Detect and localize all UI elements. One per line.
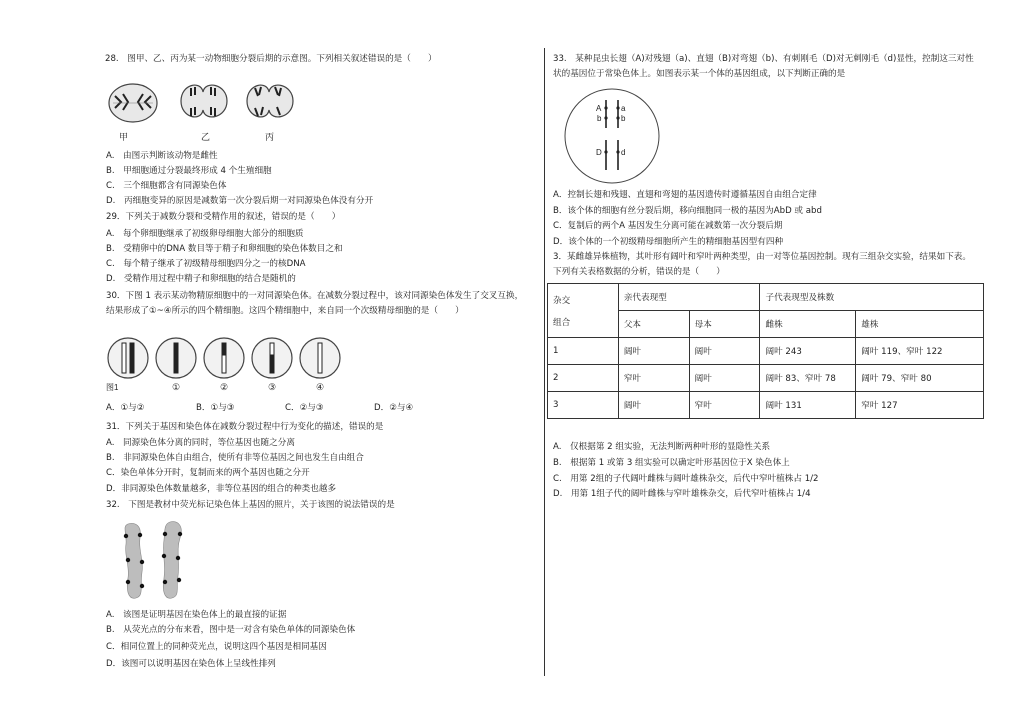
row-father: 阔叶 [618,392,689,419]
q30-option-d: D．②与④ [374,403,414,413]
table-row [548,338,984,365]
q30-option-a: A．①与② [106,403,145,413]
row-mother: 窄叶 [689,392,760,419]
q33-option-a: A．控制长翅和残翅、直翅和弯翅的基因遗传时遵循基因自由组合定律 [553,190,817,200]
cell-yi [181,85,227,117]
q30-label-4: ④ [316,382,325,392]
q34-option-b: B. 根据第 1 或第 3 组实验可以确定叶形基因位于X 染色体上 [553,458,790,468]
q28-option-b: B. 甲细胞通过分裂最终形成 4 个生殖细胞 [106,166,272,176]
q31-stem: 31．下列关于基因和染色体在减数分裂过程中行为变化的描述，错误的是 [106,422,384,432]
row-id: 1 [548,338,619,365]
row-male: 窄叶 127 [856,392,984,419]
row-female: 阔叶 243 [760,338,856,365]
q28-cell-figures [105,76,305,144]
gene-label-a: a [621,104,626,113]
q30-stem-line1: 30．下图 1 表示某动物精原细胞中的一对同源染色体。在减数分裂过程中，该对同源染色体发生了交叉互换， [106,291,524,301]
table-header-female: 雌株 [760,311,856,338]
q34-option-a: A. 仅根据第 2 组实验，无法判断两种叶形的显隐性关系 [553,442,771,452]
q28-option-a: A. 由图示判断该动物是雌性 [106,151,218,161]
row-id: 2 [548,365,619,392]
q31-option-d: D．非同源染色体数量越多，非等位基因的组合的种类也越多 [106,484,337,494]
q29-option-d: D. 受精作用过程中精子和卵细胞的结合是随机的 [106,274,296,284]
q30-option-b: B．①与③ [196,403,235,413]
row-female: 阔叶 131 [760,392,856,419]
q31-option-a: A. 同源染色体分离的同时，等位基因也随之分离 [106,438,295,448]
q32-option-a: A. 该图是证明基因在染色体上的最直接的证据 [106,610,287,620]
row-male: 阔叶 79、窄叶 80 [856,365,984,392]
cell-jia [109,84,157,122]
table-header-father: 父本 [618,311,689,338]
table-header-offspring: 子代表现型及株数 [760,284,984,311]
q30-label-3: ③ [268,382,277,392]
q32-stem: 32. 下图是教材中荧光标记染色体上基因的照片，关于该图的说法错误的是 [106,500,395,510]
q30-label-1: ① [172,382,181,392]
q34-stem-line2: 下列有关表格数据的分析，错误的是（ ） [553,267,725,277]
q30-label-2: ② [220,382,229,392]
row-mother: 阔叶 [689,338,760,365]
q32-option-b: B. 从荧光点的分布来看，图中是一对含有染色单体的同源染色体 [106,625,356,635]
q34-stem-line1: 3．某雌雄异株植物，其叶形有阔叶和窄叶两种类型，由一对等位基因控制。现有三组杂交实验，结果如下表。 [553,252,971,262]
q30-label-fig1: 图1 [106,383,119,392]
table-row [548,365,984,392]
q28-option-d: D. 丙细胞变异的原因是减数第一次分裂后期一对同源染色体没有分开 [106,196,374,206]
q29-option-b: B. 受精卵中的DNA 数目等于精子和卵细胞的染色体数目之和 [106,244,343,254]
q29-option-a: A. 每个卵细胞继承了初级卵母细胞大部分的细胞质 [106,229,304,239]
gene-label-d: d [621,148,626,157]
table-header-cross: 杂交 组合 [548,284,619,338]
gene-label-b-left: b [597,114,602,123]
row-female: 阔叶 83、窄叶 78 [760,365,856,392]
q30-stem-line2: 结果形成了①~④所示的四个精细胞。这四个精细胞中，来自同一个次级精母细胞的是（ ） [106,306,464,316]
row-father: 阔叶 [618,338,689,365]
row-id: 3 [548,392,619,419]
q30-chromosome-figures [106,334,351,392]
q33-stem-line2: 状的基因位于常染色体上。如图表示某一个体的基因组成，以下判断正确的是 [553,69,846,79]
q32-fluorescent-chromosome-photo [118,520,198,600]
column-divider [544,48,545,676]
q29-stem: 29．下列关于减数分裂和受精作用的叙述，错误的是（ ） [106,212,341,222]
q31-option-b: B. 非同源染色体自由组合，使所有非等位基因之间也发生自由组合 [106,453,364,463]
table-header-mother: 母本 [689,311,760,338]
q28-label-bing: 丙 [265,132,275,142]
q33-option-d: D．该个体的一个初级精母细胞所产生的精细胞基因型有四种 [553,237,784,247]
q28-option-c: C. 三个细胞都含有同源染色体 [106,181,227,191]
q33-stem-line1: 33. 某种昆虫长翅（A)对残翅（a)、直翅（B)对弯翅（b)、有刺刚毛（D)对无刺刚毛（d)显性，控制这三对性 [553,54,974,64]
table-header-parent: 亲代表现型 [618,284,760,311]
cell-outline [565,89,659,183]
table-header-male: 雄株 [856,311,984,338]
q33-option-b: B．该个体的细胞有丝分裂后期，移向细胞同一极的基因为AbD 或 abd [553,206,822,216]
row-mother: 阔叶 [689,365,760,392]
row-male: 阔叶 119、窄叶 122 [856,338,984,365]
gene-label-b-right: b [621,114,626,123]
cell-bing [247,85,293,117]
q29-option-c: C. 每个精子继承了初级精母细胞四分之一的核DNA [106,259,306,269]
q32-option-d: D．该图可以说明基因在染色体上呈线性排列 [106,659,276,669]
row-father: 窄叶 [618,365,689,392]
q33-gene-diagram [562,86,662,186]
q28-label-yi: 乙 [201,132,211,142]
gene-label-D: D [596,148,602,157]
q34-option-d: D. 用第 1组子代的阔叶雌株与窄叶雄株杂交，后代窄叶植株占 1/4 [553,489,811,499]
q28-stem: 28. 图甲、乙、丙为某一动物细胞分裂后期的示意图。下列相关叙述错误的是（ ） [105,54,437,64]
gene-label-A: A [596,104,602,113]
table-row [548,392,984,419]
q30-option-c: C．②与③ [285,403,324,413]
q34-option-c: C. 用第 2组的子代阔叶雌株与阔叶雄株杂交，后代中窄叶植株占 1/2 [553,474,819,484]
q33-option-c: C．复制后的两个A 基因发生分离可能在减数第一次分裂后期 [553,221,783,231]
q32-option-c: C．相同位置上的同种荧光点，说明这四个基因是相同基因 [106,642,327,652]
q31-option-c: C．染色单体分开时，复制而来的两个基因也随之分开 [106,468,310,478]
cross-results-table [547,283,984,419]
q28-label-jia: 甲 [119,132,129,142]
